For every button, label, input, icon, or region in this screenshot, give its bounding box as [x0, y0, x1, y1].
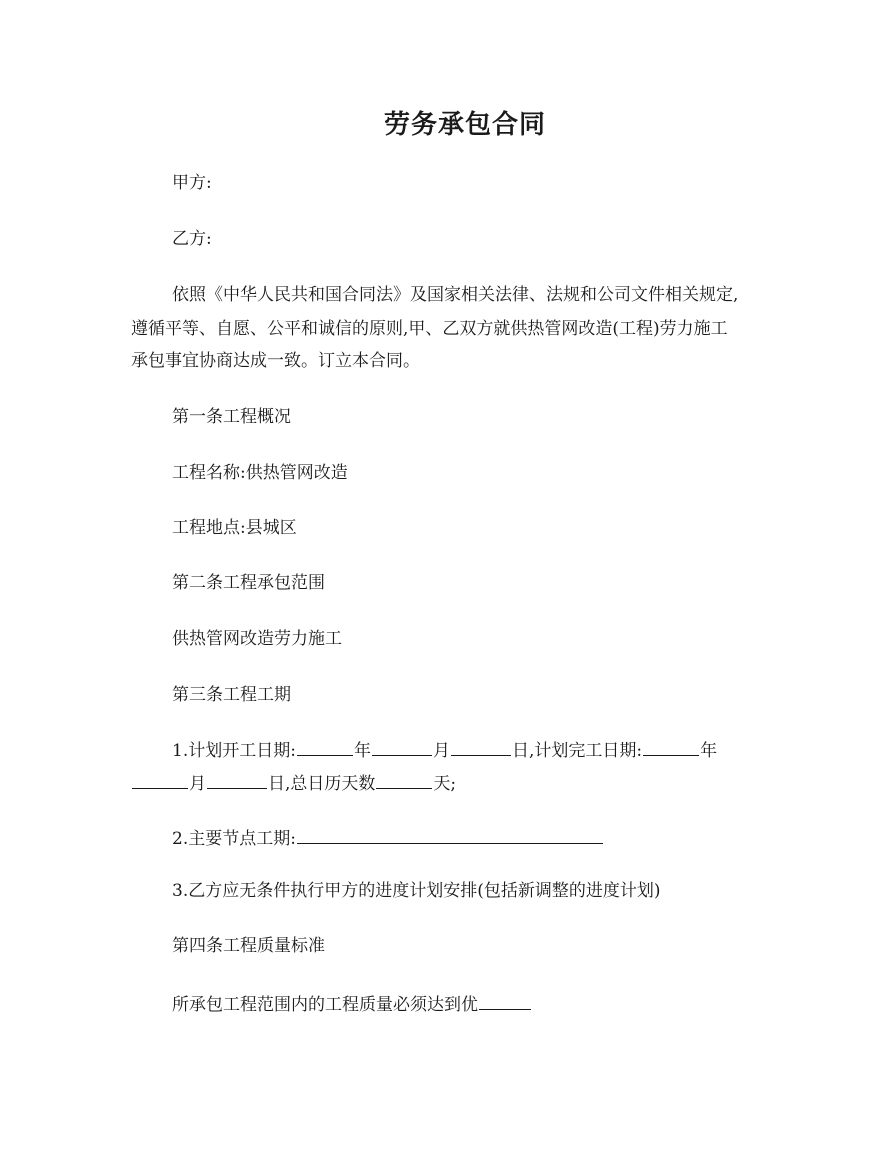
- schedule-item-1-line-2: [131, 770, 456, 795]
- start-day-blank: [451, 737, 511, 756]
- month2-label: 月: [189, 774, 206, 794]
- end-year-blank: [643, 737, 699, 756]
- end-month-blank: [132, 770, 188, 789]
- start-month-blank: [372, 737, 432, 756]
- preamble-line-3: 承包事宜协商达成一致。订立本合同。: [131, 351, 420, 371]
- start-year-blank: [297, 737, 353, 756]
- quality-standard-line: [172, 991, 532, 1016]
- end-day-blank: [207, 770, 267, 789]
- preamble-line-1: 依照《中华人民共和国合同法》及国家相关法律、法规和公司文件相关规定,: [172, 285, 739, 305]
- article4-heading: 第四条工程质量标准: [172, 936, 325, 956]
- project-location-line: 工程地点:县城区: [172, 518, 297, 538]
- quality-standard-text: 所承包工程范围内的工程质量必须达到优: [172, 995, 478, 1015]
- schedule-item-3: 3.乙方应无条件执行甲方的进度计划安排(包括新调整的进度计划): [172, 881, 661, 901]
- party-b-line: 乙方:: [172, 229, 212, 249]
- schedule-item-2: [172, 825, 604, 850]
- year-label: 年: [353, 741, 371, 761]
- year2-label: 年: [700, 741, 718, 761]
- month-label: 月: [432, 741, 450, 761]
- article3-heading: 第三条工程工期: [172, 685, 291, 705]
- party-a-line: 甲方:: [172, 173, 212, 193]
- milestone-label: 2.主要节点工期:: [172, 829, 296, 849]
- total-days-label: 日,总日历天数: [268, 774, 376, 794]
- article1-heading: 第一条工程概况: [172, 407, 291, 427]
- start-date-label: 1.计划开工日期:: [172, 741, 296, 761]
- document-title: 劳务承包合同: [383, 110, 546, 140]
- preamble-line-2: 遵循平等、自愿、公平和诚信的原则,甲、乙双方就供热管网改造(工程)劳力施工: [131, 319, 728, 339]
- scope-line: 供热管网改造劳力施工: [172, 629, 342, 649]
- total-days-blank: [376, 770, 432, 789]
- quality-standard-blank: [479, 991, 531, 1010]
- days-unit-label: 天;: [433, 774, 457, 794]
- milestone-blank: [297, 825, 603, 844]
- schedule-item-1-line-1: [172, 737, 717, 762]
- end-date-label: 日,计划完工日期:: [511, 741, 643, 761]
- project-name-line: 工程名称:供热管网改造: [172, 463, 348, 483]
- article2-heading: 第二条工程承包范围: [172, 573, 325, 593]
